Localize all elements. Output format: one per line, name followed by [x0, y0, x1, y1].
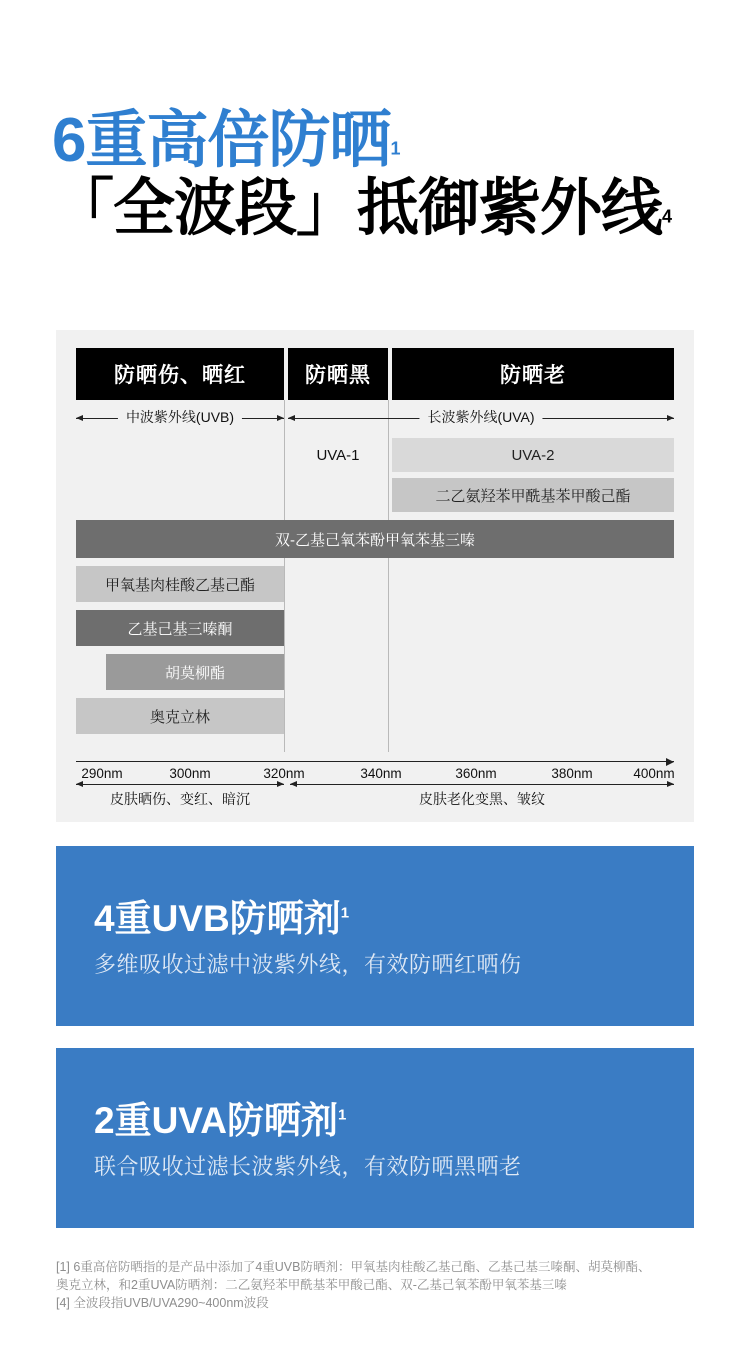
axis-tick-300: 300nm [169, 766, 211, 781]
page-title [52, 106, 712, 243]
ingredient-bar-4: 乙基己基三嗪酮 [76, 610, 284, 646]
feature-card-uva-title-text: 2重UVA防晒剂 [94, 1100, 338, 1141]
footnotes [56, 1258, 706, 1312]
header-block-uva2: 防晒老 [392, 348, 674, 400]
axis-tick-290: 290nm [81, 766, 123, 781]
feature-card-uvb-superscript: 1 [340, 904, 350, 922]
axis-tick-380: 380nm [551, 766, 593, 781]
feature-card-uva-title [94, 1090, 346, 1144]
ingredient-bar-1: 二乙氨羟苯甲酰基苯甲酸己酯 [392, 478, 674, 512]
feature-card-uvb [56, 846, 694, 1026]
header-block-uvb: 防晒伤、晒红 [76, 348, 284, 400]
axis-tick-400: 400nm [633, 766, 675, 781]
ingredient-bar-5: 胡莫柳酯 [106, 654, 284, 690]
axis-tick-320: 320nm [263, 766, 305, 781]
feature-card-uvb-title-text: 4重UVB防晒剂 [94, 898, 341, 939]
headline-line-2: 「全波段」抵御紫外线 [52, 174, 663, 243]
feature-card-uvb-subtitle: 多维吸收过滤中波紫外线，有效防晒红晒伤 [94, 952, 522, 977]
chart-x-axis [76, 752, 675, 781]
chart-header-row [76, 348, 674, 400]
spectrum-label-uvb: 中波紫外线(UVB) [118, 407, 242, 427]
footnote-line-1: [1] 6重高倍防晒指的是产品中添加了4重UVB防晒剂：甲氧基肉桂酸乙基己酯、乙基己基三嗪酮、胡莫柳酯、 [56, 1260, 651, 1274]
ingredient-bar-2: 双-乙基己氧苯酚甲氧苯基三嗪 [76, 520, 674, 558]
ingredient-bar-3: 甲氧基肉桂酸乙基己酯 [76, 566, 284, 602]
feature-card-uva-subtitle: 联合吸收过滤长波紫外线，有效防晒黑晒老 [94, 1154, 522, 1179]
axis-tick-340: 340nm [360, 766, 402, 781]
band-uva-2: UVA-2 [392, 438, 674, 472]
uv-spectrum-chart [56, 330, 694, 822]
divider-uvb-uva1 [284, 400, 285, 752]
footnote-line-3: [4] 全波段指UVB/UVA290~400nm波段 [56, 1296, 269, 1311]
effect-arrow-sunburn [76, 780, 284, 807]
axis-tick-360: 360nm [455, 766, 497, 781]
spectrum-label-uva: 长波紫外线(UVA) [419, 407, 542, 427]
effect-label-aging: 皮肤老化变黑、皱纹 [419, 791, 545, 807]
effect-label-sunburn: 皮肤晒伤、变红、暗沉 [110, 791, 250, 807]
footnote-line-2: 奥克立林，和2重UVA防晒剂：二乙氨羟苯甲酰基苯甲酸己酯、双-乙基己氧苯酚甲氧苯基三嗪 [56, 1278, 567, 1293]
divider-uva1-uva2 [388, 400, 389, 752]
spectrum-arrow-uvb [76, 406, 284, 432]
header-block-uva1: 防晒黑 [288, 348, 388, 400]
feature-card-uvb-title [94, 888, 349, 942]
feature-card-uva-superscript: 1 [337, 1106, 347, 1124]
headline-line-1-superscript: 1 [390, 138, 401, 159]
spectrum-arrow-uva [288, 406, 674, 432]
ingredient-bar-6: 奥克立林 [76, 698, 284, 734]
effect-arrow-aging [290, 780, 674, 807]
band-uva-1: UVA-1 [316, 446, 360, 464]
feature-card-uva [56, 1048, 694, 1228]
headline-line-1: 6重高倍防晒 [52, 106, 391, 175]
headline-line-2-superscript: 4 [662, 206, 673, 227]
